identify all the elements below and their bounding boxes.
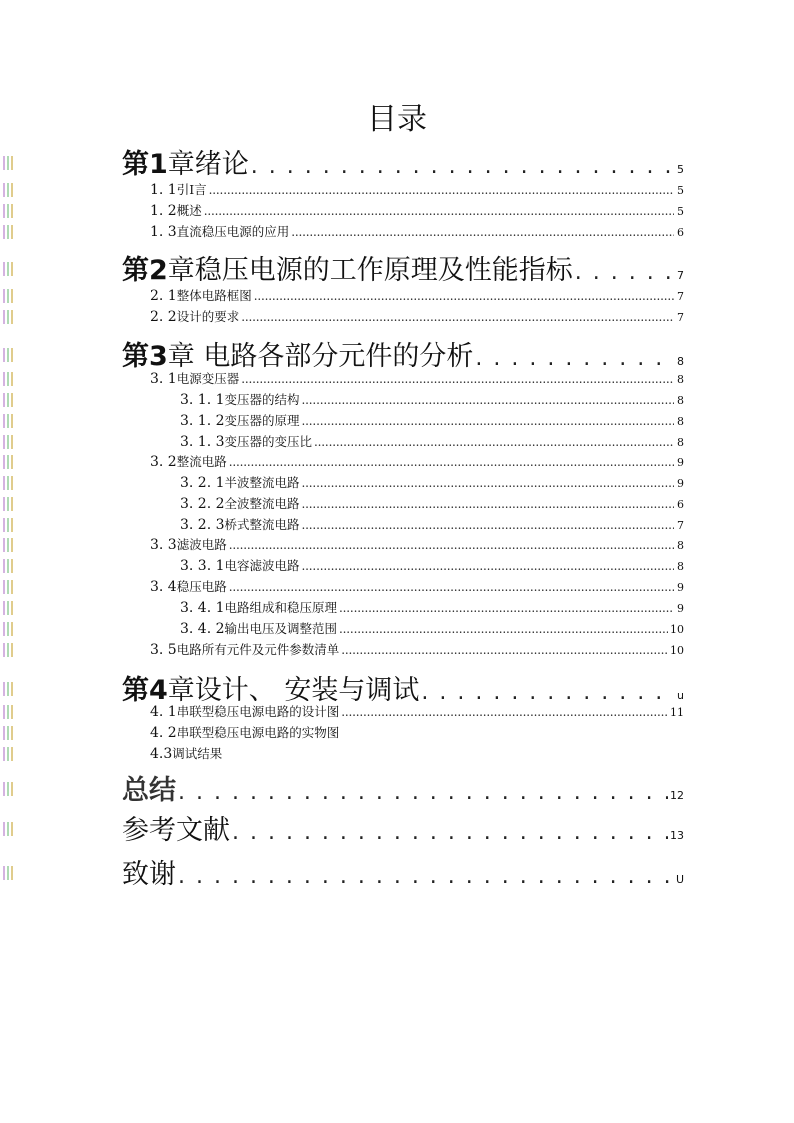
toc-page-number: 8: [677, 539, 684, 552]
toc-entry-number: 1. 3: [150, 224, 177, 240]
toc-page-number: 7: [677, 519, 684, 532]
toc-entry-number: 2. 2: [150, 309, 177, 325]
toc-entry-text: 串联型稳压电源电路的设计图: [176, 704, 340, 719]
toc-entry-text: 电源变压器: [176, 371, 240, 386]
toc-entry-label: [150, 452, 227, 470]
toc-entry-label: [150, 640, 339, 658]
toc-page-number: 8: [677, 436, 684, 449]
toc-entry[interactable]: [180, 432, 684, 452]
toc-page-number: 8: [677, 415, 684, 428]
toc-leader-dots: [475, 346, 674, 370]
toc-entry[interactable]: [122, 852, 684, 888]
toc-leader-dots: [302, 559, 674, 573]
toc-entry-number: 第1: [122, 149, 168, 178]
toc-page-number: 9: [677, 602, 684, 615]
toc-page-number: 8: [677, 373, 684, 386]
toc-entry-label: [180, 556, 300, 574]
margin-artifact: [3, 601, 19, 615]
toc-entry[interactable]: [122, 334, 684, 370]
toc-leader-dots: [291, 225, 674, 239]
toc-leader-dots: [229, 580, 674, 594]
margin-artifact: [3, 559, 19, 573]
toc-entry[interactable]: [150, 744, 234, 764]
margin-artifact: [3, 782, 19, 796]
toc-entry[interactable]: [150, 201, 684, 221]
toc-entry-text: 章绪论: [167, 149, 249, 178]
margin-artifact: [3, 747, 19, 761]
toc-page-number: 8: [677, 560, 684, 573]
toc-entry-label: [180, 515, 300, 533]
toc-leader-dots: [339, 622, 668, 636]
toc-page-number: 8: [677, 394, 684, 407]
toc-entry[interactable]: [150, 702, 684, 722]
toc-entry-text: 参考文献: [122, 815, 230, 844]
toc-leader-dots: [302, 393, 674, 407]
toc-entry-number: 3. 1. 1: [180, 392, 225, 408]
margin-artifact: [3, 476, 19, 490]
margin-artifact: [3, 414, 19, 428]
toc-leader-dots: [302, 414, 674, 428]
margin-artifact: [3, 518, 19, 532]
toc-page-number: 9: [677, 477, 684, 490]
toc-entry-label: [122, 142, 249, 178]
toc-entry-label: [150, 369, 239, 387]
toc-entry-label: [180, 494, 300, 512]
toc-entry[interactable]: [122, 668, 684, 704]
margin-artifact: [3, 372, 19, 386]
toc-entry-label: [122, 334, 473, 370]
toc-leader-dots: [209, 183, 674, 197]
toc-entry-number: 3. 2: [150, 454, 177, 470]
margin-artifact: [3, 726, 19, 740]
toc-leader-dots: [241, 372, 674, 386]
margin-artifact: [3, 310, 19, 324]
toc-page-number: 5: [677, 205, 684, 218]
margin-artifact: [3, 183, 19, 197]
toc-entry-number: 3. 5: [150, 642, 177, 658]
toc-page-number: 9: [677, 581, 684, 594]
toc-entry-number: 第2: [122, 255, 168, 284]
margin-artifact: [3, 822, 19, 836]
toc-entry-text: 电路组成和稳压原理: [224, 600, 338, 615]
toc-leader-dots: [341, 705, 668, 719]
toc-entry-label: [122, 852, 176, 888]
toc-leader-dots: [339, 601, 674, 615]
toc-leader-dots: [302, 518, 674, 532]
toc-entry-label: [122, 808, 230, 844]
toc-entry-number: 4. 1: [150, 704, 177, 720]
toc-entry-text: 总结: [122, 775, 176, 804]
toc-entry[interactable]: [122, 142, 684, 178]
toc-page-number: 6: [677, 498, 684, 511]
margin-artifact: [3, 156, 19, 170]
toc-entry-number: 3. 2. 2: [180, 496, 225, 512]
toc-entry-label: [180, 432, 312, 450]
toc-entry[interactable]: [122, 808, 684, 844]
toc-entry-label: [180, 619, 337, 637]
toc-entry[interactable]: [150, 369, 684, 389]
toc-leader-dots: [204, 204, 674, 218]
toc-entry-label: [180, 598, 337, 616]
toc-entry-label: [122, 768, 176, 804]
toc-entry-text: 半波整流电路: [224, 475, 300, 490]
toc-page-number: 7: [677, 311, 684, 324]
toc-entry-number: 3. 3: [150, 537, 177, 553]
toc-entry-text: 全波整流电路: [224, 496, 300, 511]
toc-entry-text: 直流稳压电源的应用: [176, 224, 290, 239]
toc-page-number: 10: [670, 623, 684, 636]
toc-entry[interactable]: [150, 180, 684, 200]
toc-entry[interactable]: [180, 473, 684, 493]
toc-entry[interactable]: [180, 494, 684, 514]
toc-entry[interactable]: [150, 452, 684, 472]
toc-page-number: 5: [677, 184, 684, 197]
toc-entry-label: [180, 390, 300, 408]
toc-entry[interactable]: [180, 619, 684, 639]
toc-entry[interactable]: [180, 411, 684, 431]
toc-entry-label: [150, 286, 252, 304]
toc-entry[interactable]: [122, 248, 684, 284]
toc-entry-label: [150, 723, 339, 741]
toc-entry-number: 3. 4: [150, 579, 177, 595]
toc-entry-number: 2. 1: [150, 288, 177, 304]
toc-entry-number: 4. 2: [150, 725, 177, 741]
toc-entry-text: 变压器的原理: [224, 413, 300, 428]
toc-entry[interactable]: [150, 577, 684, 597]
toc-entry-text: 桥式整流电路: [224, 517, 300, 532]
toc-entry[interactable]: [180, 556, 684, 576]
margin-artifact: [3, 622, 19, 636]
toc-leader-dots: [251, 154, 674, 178]
toc-page-number: 8: [677, 355, 684, 368]
toc-entry-number: 3. 1. 2: [180, 413, 225, 429]
margin-artifact: [3, 348, 19, 362]
toc-leader-dots: [178, 780, 668, 804]
toc-entry-text: 引I言: [176, 182, 207, 197]
toc-leader-dots: [302, 497, 674, 511]
toc-entry[interactable]: [180, 515, 684, 535]
toc-entry-number: 3. 1. 3: [180, 434, 225, 450]
toc-entry-text: 章稳压电源的工作原理及性能指标: [167, 255, 573, 284]
toc-leader-dots: [341, 643, 668, 657]
toc-entry-text: 变压器的结构: [224, 392, 300, 407]
toc-entry-label: [122, 248, 573, 284]
toc-entry-text: 概述: [176, 203, 202, 218]
toc-entry-text: 整流电路: [176, 454, 227, 469]
toc-entry[interactable]: [180, 390, 684, 410]
margin-artifact: [3, 455, 19, 469]
margin-artifact: [3, 393, 19, 407]
toc-entry-label: [150, 744, 222, 762]
margin-artifact: [3, 204, 19, 218]
toc-page-number: U: [675, 873, 684, 886]
toc-page-number: 10: [670, 644, 684, 657]
toc-entry-label: [122, 668, 419, 704]
toc-entry-text: 设计的要求: [176, 309, 240, 324]
toc-entry-number: 4.3: [150, 746, 173, 762]
margin-artifact: [3, 580, 19, 594]
toc-entry-text: 电路所有元件及元件参数清单: [176, 642, 340, 657]
toc-leader-dots: [302, 476, 674, 490]
toc-leader-dots: [254, 289, 674, 303]
toc-entry-label: [150, 577, 227, 595]
margin-artifact: [3, 225, 19, 239]
toc-leader-dots: [232, 820, 668, 844]
toc-leader-dots: [575, 260, 674, 284]
toc-entry-text: 滤波电路: [176, 537, 227, 552]
margin-artifact: [3, 538, 19, 552]
toc-entry[interactable]: [150, 222, 684, 242]
toc-entry[interactable]: [150, 286, 684, 306]
toc-entry-number: 3. 3. 1: [180, 558, 225, 574]
toc-page-number: 12: [670, 789, 684, 802]
toc-page-number: 5: [677, 163, 684, 176]
toc-page-number: 13: [670, 829, 684, 842]
margin-artifact: [3, 289, 19, 303]
toc-entry-number: 1. 1: [150, 182, 177, 198]
toc-entry[interactable]: [122, 768, 684, 804]
toc-page-number: 7: [677, 290, 684, 303]
toc-leader-dots: [229, 538, 674, 552]
toc-entry-number: 3. 4. 1: [180, 600, 225, 616]
toc-page-number: 11: [670, 706, 684, 719]
toc-entry-label: [150, 535, 227, 553]
toc-leader-dots: [421, 680, 674, 704]
toc-entry-number: 3. 1: [150, 371, 177, 387]
toc-entry[interactable]: [180, 598, 684, 618]
toc-entry-number: 3. 4. 2: [180, 621, 225, 637]
toc-entry-number: 3. 2. 1: [180, 475, 225, 491]
toc-entry-text: 串联型稳压电源电路的实物图: [176, 725, 340, 740]
toc-entry-number: 第4: [122, 675, 168, 704]
toc-entry-text: 章设计、 安装与调试: [167, 675, 420, 704]
toc-entry-label: [180, 473, 300, 491]
toc-leader-dots: [241, 310, 674, 324]
toc-entry[interactable]: [150, 307, 684, 327]
toc-entry-text: 稳压电路: [176, 579, 227, 594]
toc-entry-text: 调试结果: [172, 746, 223, 761]
margin-artifact: [3, 866, 19, 880]
toc-entry-number: 3. 2. 3: [180, 517, 225, 533]
toc-entry-label: [180, 411, 300, 429]
toc-entry[interactable]: [150, 535, 684, 555]
toc-entry-label: [150, 201, 202, 219]
toc-page-number: 6: [677, 226, 684, 239]
toc-entry-number: 1. 2: [150, 203, 177, 219]
toc-entry-label: [150, 222, 289, 240]
margin-artifact: [3, 262, 19, 276]
toc-entry-text: 输出电压及调整范围: [224, 621, 338, 636]
toc-entry-text: 整体电路框图: [176, 288, 252, 303]
margin-artifact: [3, 497, 19, 511]
toc-entry-label: [150, 180, 207, 198]
toc-entry[interactable]: [150, 640, 684, 660]
toc-entry-text: 变压器的变压比: [224, 434, 313, 449]
page-title: 目录: [367, 102, 427, 137]
toc-entry[interactable]: [150, 723, 351, 743]
toc-entry-text: 章 电路各部分元件的分析: [167, 341, 474, 370]
toc-entry-text: 致谢: [122, 859, 176, 888]
toc-leader-dots: [229, 455, 674, 469]
margin-artifact: [3, 705, 19, 719]
toc-page-number: 9: [677, 456, 684, 469]
toc-entry-label: [150, 307, 239, 325]
toc-entry-number: 第3: [122, 341, 168, 370]
margin-artifact: [3, 682, 19, 696]
margin-artifact: [3, 435, 19, 449]
toc-entry-text: 电容滤波电路: [224, 558, 300, 573]
toc-page-number: u: [677, 689, 684, 702]
toc-leader-dots: [178, 864, 674, 888]
margin-artifact: [3, 643, 19, 657]
toc-entry-label: [150, 702, 339, 720]
toc-leader-dots: [314, 435, 674, 449]
toc-page-number: 7: [677, 269, 684, 282]
